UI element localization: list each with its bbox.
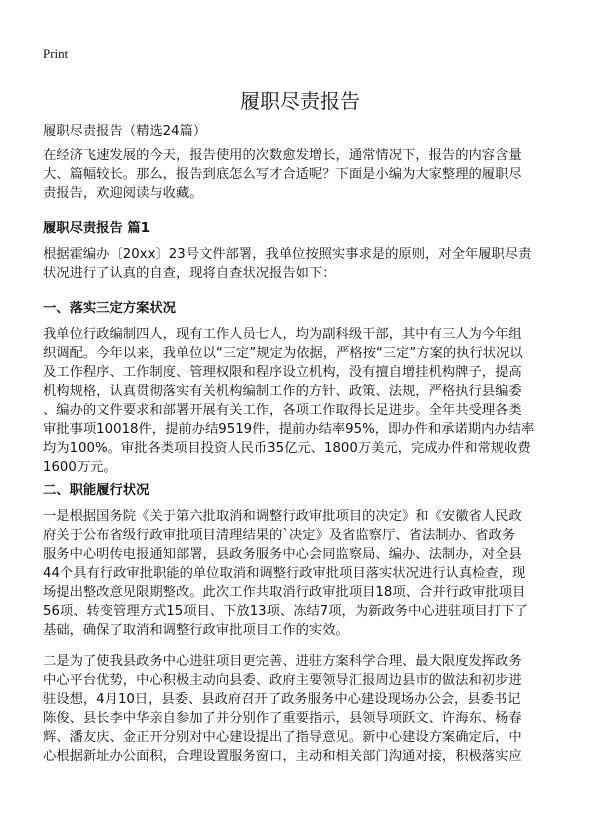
part2-heading: 二、职能履行状况 — [43, 483, 150, 498]
print-link[interactable]: Print — [43, 46, 69, 61]
paragraph-line: 我单位行政编制四人，现有工作人员七人，均为副科级干部，其中有三人为今年组 — [43, 327, 522, 342]
paragraph-line: 责报告，欢迎阅读与收藏。 — [43, 186, 203, 201]
document-subtitle: 履职尽责报告（精选24篇） — [43, 124, 207, 139]
paragraph-line: 心根据新址办公面积，合理设置服务窗口，主动和相关部门沟通对接，积极落实应 — [43, 749, 522, 764]
paragraph-line: 56项、转变管理方式15项目、下放13项、冻结7项，为新政务中心进驻项目打下了 — [43, 604, 528, 619]
paragraph-line: 陈俊、县长李中华亲自参加了并分别作了重要指示，县领导项跃文、许海东、杨春 — [43, 711, 522, 726]
intro-paragraph — [43, 146, 522, 203]
paragraph-line: 二是为了使我县政务中心进驻项目更完善、进驻方案科学合理、最大限度发挥政务 — [43, 654, 522, 669]
paragraph-line: 中心平台优势，中心积极主动向县委、政府主要领导汇报周边县市的做法和初步进 — [43, 673, 522, 688]
paragraph-line: 府关于公布省级行政审批项目清理结果的`决定》及省监察厅、省法制办、省政务 — [43, 528, 516, 543]
paragraph-line: 及工作程序、工作制度、管理权限和程序设立机构，没有擅自增挂机构牌子，提高 — [43, 365, 522, 380]
paragraph-line: 机构规格，认真贯彻落实有关机构编制工作的方针、政策、法规，严格执行县编委 — [43, 384, 522, 399]
paragraph-line: 在经济飞速发展的今天，报告使用的次数愈发增长，通常情况下，报告的内容含量 — [43, 148, 522, 163]
paragraph-line: 1600万元。 — [43, 460, 117, 475]
paragraph-line: 场提出整改意见限期整改。此次工作共取消行政审批项目18项、合并行政审批项目 — [43, 585, 526, 600]
part1-heading: 一、落实三定方案状况 — [43, 301, 176, 316]
page-title: 履职尽责报告 — [240, 89, 360, 113]
paragraph-line: 基础，确保了取消和调整行政审批项目工作的实效。 — [43, 623, 349, 638]
paragraph-line: 状况进行了认真的自查，现将自查状况报告如下： — [43, 266, 336, 281]
paragraph-line: 大、篇幅较长。那么，报告到底怎么写才合适呢？下面是小编为大家整理的履职尽 — [43, 167, 522, 182]
paragraph-line: 驻设想，4月10日，县委、县政府召开了政务服务中心建设现场办公会，县委书记 — [43, 692, 521, 707]
paragraph-line: 均为100%。审批各类项目投资人民币35亿元、1800万美元，完成办件和常规收费 — [43, 441, 531, 456]
part2-paragraph-2 — [43, 652, 522, 766]
paragraph-line: 服务中心明传电报通知部署，县政务服务中心会同监察局、编办、法制办，对全县 — [43, 547, 522, 562]
paragraph-line: 44个具有行政审批职能的单位取消和调整行政审批项目落实状况进行认真检查，现 — [43, 566, 526, 581]
paragraph-line: 根据霍编办〔20xx〕23号文件部署，我单位按照实事求是的原则，对全年履职尽责 — [43, 247, 532, 262]
part1-paragraph — [43, 325, 534, 477]
section1-intro-paragraph — [43, 245, 531, 283]
part2-paragraph-1 — [43, 507, 528, 640]
paragraph-line: 、编办的文件要求和部署开展有关工作，各项工作取得长足进步。全年共受理各类 — [43, 403, 522, 418]
paragraph-line: 一是根据国务院《关于第六批取消和调整行政审批项目的决定》和《安徽省人民政 — [43, 509, 522, 524]
paragraph-line: 审批事项10018件，提前办结9519件，提前办结率95%，即办件和承诺期内办结率 — [43, 422, 535, 437]
paragraph-line: 辉、潘友庆、金正开分别对中心建设提出了指导意见。新中心建设方案确定后，中 — [43, 730, 522, 745]
paragraph-line: 织调配。今年以来，我单位以“三定”规定为依据，严格按“三定”方案的执行状况以 — [43, 346, 523, 361]
section-heading-1: 履职尽责报告 篇1 — [43, 221, 150, 236]
